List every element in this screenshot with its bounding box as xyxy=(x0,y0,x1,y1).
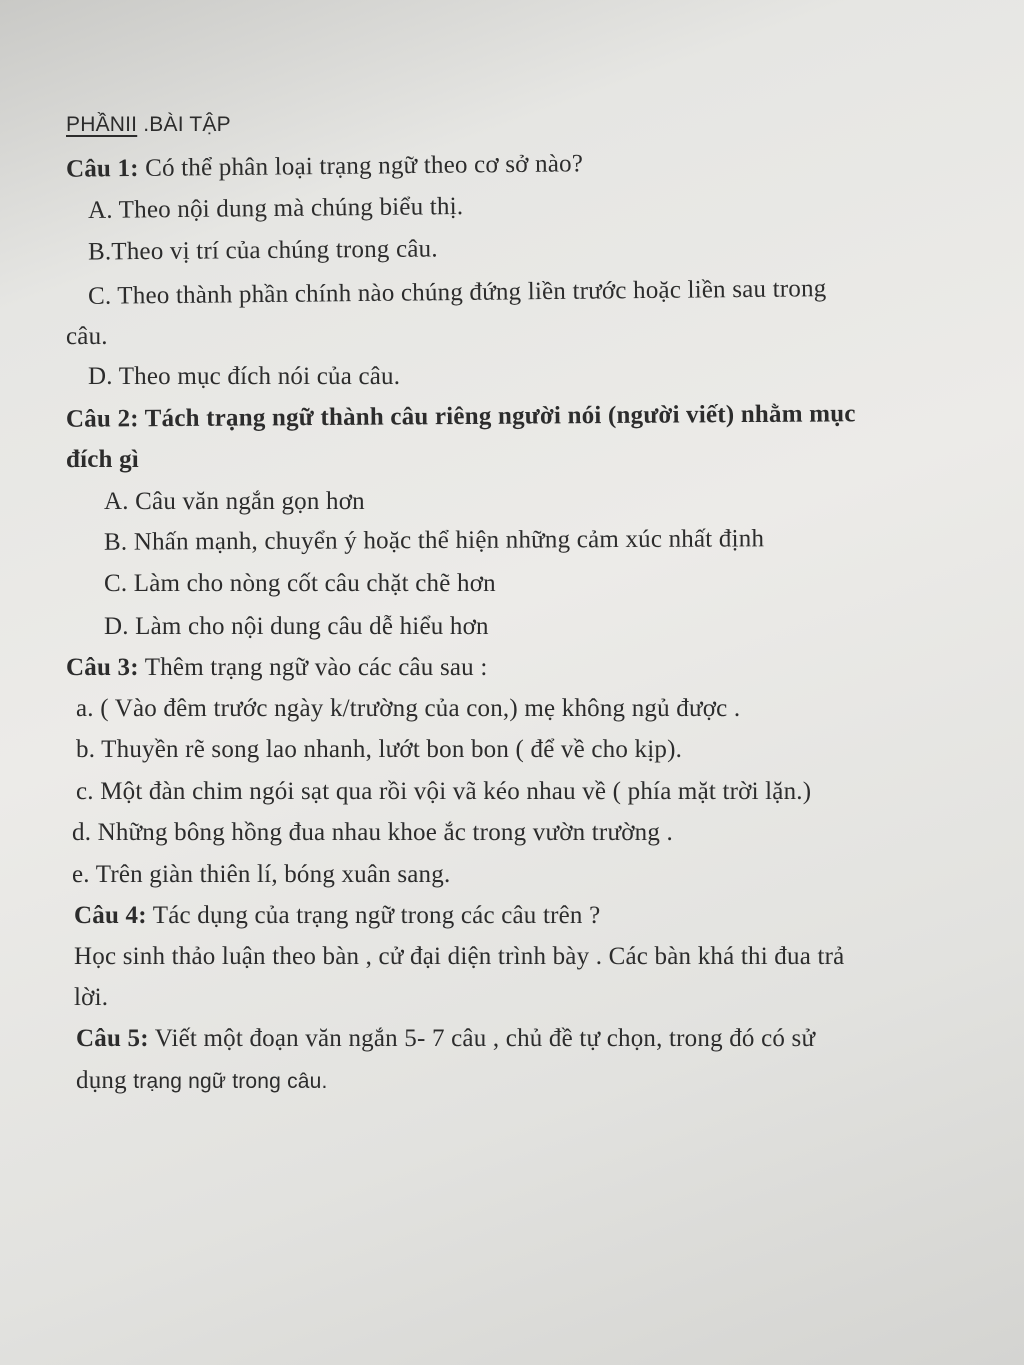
question-1 xyxy=(66,149,583,184)
question-3-item-d: d. Những bông hồng đua nhau khoe ắc trong vườn trường . xyxy=(72,819,673,846)
question-2: Câu 2: Tách trạng ngữ thành câu riêng người nói (người viết) nhằm mục xyxy=(65,400,856,433)
question-1-option-a: A. Theo nội dung mà chúng biểu thị. xyxy=(87,193,464,224)
question-3-item-c: c. Một đàn chim ngói sạt qua rồi vội vã kéo nhau về ( phía mặt trời lặn.) xyxy=(76,778,812,805)
question-1-option-b: B.Theo vị trí của chúng trong câu. xyxy=(87,235,438,266)
question-1-option-c: C. Theo thành phần chính nào chúng đứng liền trước hoặc liền sau trong xyxy=(87,275,827,310)
question-1-option-c-cont: câu. xyxy=(66,323,108,350)
question-2-option-a: A. Câu văn ngắn gọn hơn xyxy=(104,488,365,515)
question-2-option-d: D. Làm cho nội dung câu dễ hiểu hơn xyxy=(104,613,489,640)
question-5-cont-sans: trạng ngữ trong câu. xyxy=(133,1070,328,1093)
question-5-text: Viết một đoạn văn ngắn 5- 7 câu , chủ đề tự chọn, trong đó có sử xyxy=(148,1025,816,1052)
section-heading-part: PHẦNII xyxy=(66,113,138,136)
question-5 xyxy=(76,1024,815,1054)
question-3-label: Câu 3: xyxy=(66,654,139,681)
question-1-label: Câu 1: xyxy=(65,154,139,183)
question-4-text: Tác dụng của trạng ngữ trong các câu trên ? xyxy=(146,902,601,929)
question-5-cont-serif: dụng xyxy=(76,1067,134,1094)
question-4 xyxy=(74,901,600,931)
question-5-cont xyxy=(76,1066,328,1097)
question-5-label: Câu 5: xyxy=(76,1025,149,1052)
question-3 xyxy=(66,653,487,683)
question-4-instruction: Học sinh thảo luận theo bàn , cử đại diện trình bày . Các bàn khá thi đua trả xyxy=(74,943,845,970)
question-4-instruction-cont: lời. xyxy=(74,984,109,1011)
question-2-cont: đích gì xyxy=(66,446,139,473)
question-3-item-e: e. Trên giàn thiên lí, bóng xuân sang. xyxy=(72,861,451,888)
section-heading-title: .BÀI TẬP xyxy=(137,113,231,136)
question-3-item-a: a. ( Vào đêm trước ngày k/trường của con,) mẹ không ngủ được . xyxy=(76,695,741,722)
question-3-text: Thêm trạng ngữ vào các câu sau : xyxy=(138,654,488,681)
question-3-item-b: b. Thuyền rẽ song lao nhanh, lướt bon bon ( để về cho kịp). xyxy=(76,736,683,763)
question-1-text: Có thể phân loại trạng ngữ theo cơ sở nào? xyxy=(138,150,584,182)
question-2-option-c: C. Làm cho nòng cốt câu chặt chẽ hơn xyxy=(104,570,496,597)
question-4-label: Câu 4: xyxy=(74,902,147,929)
section-heading xyxy=(66,110,231,140)
question-1-option-d: D. Theo mục đích nói của câu. xyxy=(88,363,401,390)
question-2-option-b: B. Nhấn mạnh, chuyển ý hoặc thể hiện những cảm xúc nhất định xyxy=(103,525,765,556)
